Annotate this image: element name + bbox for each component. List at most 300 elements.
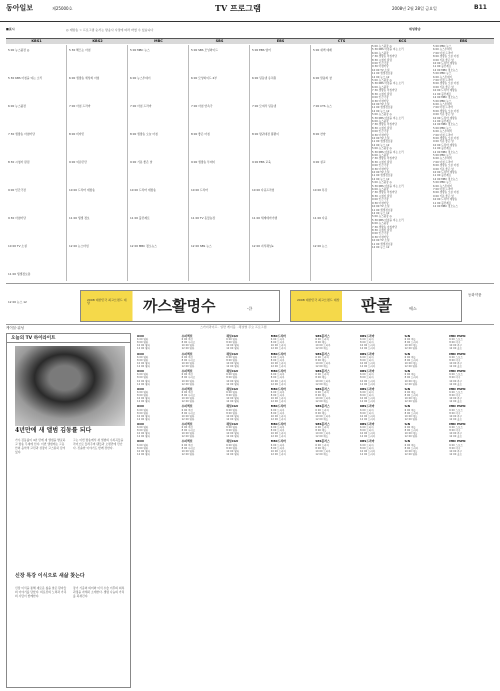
feature-article	[6, 333, 131, 688]
program-slot: 6 00 모닝와이드 2부	[191, 76, 217, 80]
cable-channel-name: SBS플러스	[315, 439, 330, 444]
cable-program: 12 00 영화	[226, 365, 239, 369]
cable-program: 10 00 드라마	[315, 397, 331, 401]
cable-program: 10 00 드라마	[315, 414, 331, 418]
cable-program: 6 00 드라마	[270, 408, 285, 412]
program-line: 12 00 뉴스 12	[372, 177, 390, 181]
program-line: 5 00 뉴스광장 ◎	[372, 79, 392, 83]
cable-program: 10 00 영화	[226, 432, 239, 436]
cable-channel-name: 수퍼액션	[181, 386, 193, 391]
program-slot: 8 00 비타민	[69, 132, 85, 136]
cable-program: 6 00 액션	[181, 338, 193, 342]
cable-program: 6 00 액션	[181, 373, 193, 377]
program-line: 11 00 생생정보통	[372, 106, 393, 110]
cable-program: 6 00 예능	[404, 373, 416, 377]
cable-program: 6 00 드라마	[270, 338, 285, 342]
cable-program: 12 00 영화	[181, 365, 195, 369]
cable-program: 6 00 드라마	[360, 443, 374, 447]
cable-program: 6 00 드라마	[360, 390, 374, 394]
cable-program: 8 00 드라마	[360, 376, 374, 380]
cable-program: 10 00 영화	[226, 361, 239, 365]
program-slot: 12 00 뉴스 12	[8, 300, 27, 304]
cable-program: 10 00 드라마	[270, 361, 286, 365]
cable-channel-name: MBC ESPN	[449, 404, 466, 409]
program-line: 7 30 생방송 아침마당	[372, 191, 397, 195]
cable-program: 12 00 영화	[404, 435, 418, 439]
cable-program: 8 00 드라마	[404, 446, 419, 450]
cable-program: 8 00 드라마	[404, 358, 419, 362]
cable-program: 6 00 드라마	[270, 426, 285, 430]
program-line: 11 00 불만제로	[433, 147, 452, 151]
cable-program: 12 00 드라마	[360, 435, 376, 439]
program-slot: 9 30 아침마당	[8, 216, 26, 220]
ad-brand: 까스활명수	[143, 297, 216, 315]
program-line: 9 30 아침마당	[372, 99, 389, 103]
cable-program: 8 00 드라마	[404, 341, 419, 345]
cable-program: 6 00 드라마	[315, 408, 329, 412]
program-line: 9 30 아침마당	[372, 167, 389, 171]
cable-program: 8 00 시리즈	[181, 358, 196, 362]
cable-program: 12 00 예능	[315, 400, 329, 404]
feature-headline: 4년만에 새 앨범 김동률 되다	[15, 427, 92, 434]
cable-program: 8 00 드라마	[270, 358, 285, 362]
cable-program: 10 00 영화	[137, 379, 150, 383]
program-line: 6 00 뉴스투데이	[433, 102, 453, 106]
program-line: 7 30 생방송 아침마당	[372, 157, 397, 161]
newspaper-logo: 동아일보	[6, 3, 34, 12]
cable-channel-name: KBS드라마	[360, 369, 375, 374]
program-slot: 11 00 생생 정보	[69, 216, 90, 220]
cable-program: 8 00 예능	[315, 429, 327, 433]
cable-program: 12 00 드라마	[270, 365, 286, 369]
cable-channel-name: 수퍼액션	[181, 351, 193, 356]
cable-program: 8 00 영화	[137, 358, 149, 362]
program-line: 8 30 시청자 칼럼	[372, 126, 392, 130]
cable-program: 8 00 영화	[137, 376, 149, 380]
program-slot: 12 00 SBS 뉴스	[191, 244, 212, 248]
program-line: 5 00 MBC 뉴스	[433, 45, 452, 48]
cable-program: 12 00 예능	[315, 382, 329, 386]
cable-program: 12 00 드라마	[360, 417, 376, 421]
program-line: 10 00 드라마 재방송	[433, 143, 458, 147]
program-slot: 7 00 아침 드라마	[69, 104, 91, 108]
cable-channel-name: MBC드라마	[270, 334, 286, 338]
program-line: 7 00 아침 드라마	[433, 106, 453, 110]
legend-label: ■표시	[6, 27, 15, 31]
program-line: 6 00 뉴스투데이	[433, 157, 453, 161]
cable-channel-name: MBC ESPN	[449, 386, 466, 391]
schedule-column-ebs-sat	[433, 45, 494, 281]
cable-program: 12 00 영화	[404, 347, 418, 351]
program-line: 9 30 아침마당	[372, 133, 389, 137]
cable-channel-column	[405, 333, 449, 688]
program-line: 9 00 기분 좋은 날	[433, 85, 454, 89]
program-slot: 7 00 모여라 딩동댕	[252, 104, 277, 108]
cable-program: 6 00 드라마	[315, 373, 329, 377]
program-line: 10 00 TV 소설	[372, 68, 390, 72]
cable-channel-name: OCN	[137, 439, 144, 444]
program-slot: 10 00 특강	[313, 188, 328, 192]
cable-program: 10 00 축구	[449, 414, 462, 418]
program-line: 11 00 불만제로	[433, 174, 452, 178]
cable-program: 10 00 드라마	[270, 397, 286, 401]
program-slot: 6 00 뉴스투데이	[130, 76, 151, 80]
cable-program: 6 00 예능	[404, 426, 416, 430]
program-slot: 10 00 드라마 재방송	[130, 188, 156, 192]
cable-program: 12 00 드라마	[270, 347, 286, 351]
program-line: 10 00 TV 소설	[372, 171, 390, 175]
cable-program: 12 00 영화	[137, 452, 150, 456]
cable-program: 6 00 드라마	[315, 390, 329, 394]
cable-program: 12 00 드라마	[360, 347, 376, 351]
program-line: 12 00 뉴스 12	[372, 109, 390, 113]
cable-program: 8 00 드라마	[404, 429, 419, 433]
program-line: 6 00 뉴스광장	[372, 119, 389, 123]
cable-program: 10 00 드라마	[360, 432, 376, 436]
cable-program: 8 00 드라마	[404, 411, 419, 415]
feature-body: 그는 이번 방송에서 새 앨범의 수록곡들을 라이브로 들려주며 팬들과 오랜만에 만난다. 진솔한 이야기도 함께 전한다.	[73, 438, 124, 451]
program-slot: 11 00 세계테마기행	[252, 216, 278, 220]
cable-program: 6 00 스포츠	[449, 355, 463, 359]
cable-channel-name: 수퍼액션	[181, 421, 193, 426]
schedule-column-sbs	[189, 45, 250, 281]
program-slot: 9 00 여유만만	[69, 160, 87, 164]
cable-program: 8 00 드라마	[270, 394, 285, 398]
program-slot: 8 00 좋은 아침	[191, 132, 210, 136]
cable-program: 8 00 예능	[315, 446, 327, 450]
cable-channel-name: MBC ESPN	[449, 369, 466, 374]
cable-program: 8 00 시리즈	[181, 394, 196, 398]
legend-bar	[6, 28, 494, 36]
schedule-column-kbs2	[67, 45, 128, 281]
cable-program: 10 00 예능	[404, 361, 418, 365]
cable-program: 6 00 예능	[404, 338, 416, 342]
program-line: 8 30 시청자 칼럼	[372, 194, 392, 198]
cable-channel-name: 수퍼액션	[181, 369, 193, 374]
cable-program: 10 00 영화	[226, 449, 239, 453]
program-slot: 11 00 TV 동물농장	[191, 216, 216, 220]
program-line: 12 00 뉴스 12	[372, 211, 390, 215]
cable-program: 12 00 드라마	[270, 417, 286, 421]
channel-header-sbs: SBS	[189, 38, 250, 44]
cable-program: 10 00 예능	[404, 414, 418, 418]
cable-program: 10 00 드라마	[360, 361, 376, 365]
program-line: 6 00 뉴스광장	[372, 188, 389, 192]
cable-program: 10 00 드라마	[270, 344, 286, 348]
cable-program: 6 00 영화	[226, 355, 238, 359]
cable-program: 8 00 영화	[226, 429, 238, 433]
channel-header-ebs: EBS	[250, 38, 311, 44]
feature-head: 오늘의 TV 하이라이트	[7, 334, 130, 343]
cable-program: 8 00 드라마	[270, 411, 285, 415]
cable-program: 10 00 영화	[137, 344, 150, 348]
cable-program: 10 00 드라마	[270, 414, 286, 418]
ad-banner-2[interactable]	[290, 290, 462, 322]
cable-program: 12 00 예능	[315, 435, 329, 439]
program-slot: 8 00 찬양	[313, 132, 326, 136]
cable-program: 6 00 드라마	[360, 408, 374, 412]
cable-program: 6 00 스포츠	[449, 390, 463, 394]
program-line: 12 00 뉴스 12	[372, 143, 390, 147]
schedule-column-kbs1	[6, 45, 67, 304]
cable-program: 10 00 드라마	[270, 379, 286, 383]
program-line: 9 00 인간극장	[372, 62, 389, 66]
program-slot: 12 00 MBC 정오뉴스	[130, 244, 157, 248]
channel-header-kbs1: KBS1	[6, 38, 67, 44]
program-line: 9 00 인간극장	[372, 232, 389, 236]
cable-program: 6 00 액션	[181, 355, 193, 359]
cable-channel-name: KBS드라마	[360, 421, 375, 426]
cable-program: 10 00 드라마	[360, 397, 376, 401]
cable-program: 12 00 골프	[449, 347, 462, 351]
cable-program: 6 00 예능	[404, 408, 416, 412]
program-line: 12 00 뉴스 12	[372, 75, 390, 79]
cable-program: 12 00 영화	[137, 365, 150, 369]
ad-suffix: 에스	[409, 306, 417, 311]
cable-program: 10 00 드라마	[360, 449, 376, 453]
cable-program: 12 00 영화	[181, 347, 195, 351]
program-line: 11 00 생생정보통	[372, 140, 393, 144]
program-line: 7 00 아침 드라마	[433, 133, 453, 137]
cable-program: 8 00 야구	[449, 358, 461, 362]
program-line: 7 30 생방송 아침마당	[372, 89, 397, 93]
program-slot: 6 00 말씀의 창	[313, 76, 332, 80]
program-line: 10 00 TV 소설	[372, 136, 390, 140]
cable-channel-name: tvN	[404, 439, 411, 444]
ad-badge: 2008 대한민국 최고브랜드 대상	[297, 298, 340, 302]
cable-program: 12 00 영화	[404, 400, 418, 404]
program-slot: 5 30 KBS 아침을 여는 소리	[8, 76, 43, 80]
program-slot: 6 00 생방송 세상의 아침	[69, 76, 100, 80]
cable-program: 12 00 골프	[449, 452, 462, 456]
program-slot: 5 30 해뜨는 아침	[69, 48, 91, 52]
cable-program: 12 00 영화	[181, 452, 195, 456]
program-line: 5 00 MBC 뉴스	[433, 181, 452, 185]
cable-program: 12 00 영화	[404, 382, 418, 386]
cable-program: 10 00 축구	[449, 379, 462, 383]
cable-program: 8 00 드라마	[360, 358, 374, 362]
cable-channel-column	[315, 333, 359, 688]
program-slot: 6 00 뉴스광장	[8, 104, 26, 108]
program-line: 5 00 MBC 뉴스	[433, 154, 452, 157]
cable-program: 6 00 예능	[404, 443, 416, 447]
cable-program: 12 00 영화	[226, 400, 239, 404]
cable-program: 10 00 드라마	[315, 449, 331, 453]
program-slot: 7 00 아침 드라마	[130, 104, 152, 108]
cable-program: 10 00 예능	[404, 397, 418, 401]
cable-program: 6 00 드라마	[360, 355, 374, 359]
program-line: 5 00 뉴스광장 ◎	[372, 215, 392, 219]
cable-program: 10 00 드라마	[360, 379, 376, 383]
program-line: 5 00 뉴스광장 ◎	[372, 181, 392, 185]
cable-channel-name: 채널CGV	[226, 334, 239, 338]
cable-channel-column	[137, 333, 181, 688]
program-line: 12 00 MBC 정오뉴스	[433, 177, 458, 181]
cable-program: 8 00 영화	[137, 341, 149, 345]
program-line: 8 30 시청자 칼럼	[372, 58, 392, 62]
cable-program: 8 00 야구	[449, 394, 461, 398]
cable-program: 6 00 드라마	[315, 426, 329, 430]
cable-channel-name: OCN	[137, 386, 144, 391]
cable-program: 8 00 드라마	[360, 411, 374, 415]
cable-program: 10 00 축구	[449, 344, 462, 348]
cable-channel-name: MBC ESPN	[449, 351, 466, 356]
cable-program: 8 00 영화	[137, 411, 149, 415]
program-line: 8 00 생방송 오늘 아침	[433, 55, 459, 59]
publication-date: 2008년 2월 28일 금요일	[392, 6, 437, 11]
feature-body: 장기 기증의 의미와 이식 수술 이후의 회복 과정을 자세히 소개한다. 생명 나눔의 가치를 되새긴다.	[73, 586, 125, 599]
cable-channel-name: 채널CGV	[226, 421, 239, 426]
cable-program: 10 00 축구	[449, 449, 462, 453]
program-line: 6 00 뉴스투데이	[433, 75, 453, 79]
schedule-column-kcs	[372, 45, 433, 281]
cable-program: 12 00 영화	[226, 435, 239, 439]
cable-program: 10 00 영화	[181, 379, 195, 383]
cable-channel-name: KBS드라마	[360, 439, 375, 444]
program-line: 11 00 생생정보통	[372, 242, 393, 246]
cable-program: 6 00 스포츠	[449, 373, 463, 377]
cable-program: 8 00 드라마	[270, 429, 285, 433]
cable-channel-name: MBC드라마	[270, 369, 286, 374]
program-line: 11 00 생생정보통	[372, 208, 393, 212]
cable-channel-name: OCN	[137, 334, 144, 338]
feature-body: 신장 이식을 통해 새로운 삶을 찾은 환자들의 이야기를 담았다. 의료진의 노력과 가족의 사랑이 함께한다.	[15, 586, 67, 599]
ad-suffix: -큐	[247, 306, 253, 311]
cable-program: 12 00 예능	[315, 347, 329, 351]
cable-program: 12 00 영화	[226, 452, 239, 456]
program-line: 9 00 인간극장	[372, 96, 389, 100]
cable-channel-name: MBC드라마	[270, 386, 286, 391]
cable-program: 10 00 영화	[181, 397, 195, 401]
cable-program: 6 00 스포츠	[449, 408, 463, 412]
cable-channel-name: MBC드라마	[270, 439, 286, 444]
page-number: B11	[474, 4, 487, 11]
cable-program: 10 00 영화	[137, 397, 150, 401]
cable-program: 10 00 드라마	[315, 379, 331, 383]
ad-brand: 판콜	[361, 296, 392, 315]
cable-program: 8 00 영화	[137, 429, 149, 433]
cable-channel-name: tvN	[404, 404, 411, 409]
program-line: 7 30 생방송 아침마당	[372, 55, 397, 59]
cable-program: 8 00 영화	[226, 376, 238, 380]
cable-program: 10 00 영화	[226, 379, 239, 383]
program-line: 10 00 드라마 재방송	[433, 89, 458, 93]
cable-program: 10 00 영화	[181, 432, 195, 436]
cable-program: 10 00 예능	[404, 379, 418, 383]
cable-program: 6 00 예능	[404, 390, 416, 394]
cable-program: 10 00 드라마	[360, 414, 376, 418]
cable-schedule	[137, 333, 494, 688]
advertiser-name: 동화약품	[468, 293, 482, 297]
program-slot: 8 00 방귀대장 뿡뿡이	[252, 132, 279, 136]
cable-program: 6 00 영화	[137, 338, 149, 342]
cable-program: 12 00 드라마	[270, 435, 286, 439]
program-line: 7 00 아침 드라마	[433, 79, 453, 83]
cable-program: 8 00 드라마	[360, 341, 374, 345]
program-line: 5 30 KBS 아침을 여는 소리	[372, 218, 404, 222]
cable-program: 12 00 골프	[449, 382, 462, 386]
cable-program: 8 00 영화	[226, 411, 238, 415]
program-slot: 6 00 딩동댕 유치원	[252, 76, 277, 80]
cable-program: 6 00 스포츠	[449, 426, 463, 430]
program-line: 12 00 MBC 정오뉴스	[433, 96, 458, 100]
program-line: 11 00 생생정보통	[372, 174, 393, 178]
cable-program: 12 00 영화	[181, 435, 195, 439]
cable-channel-name: MBC ESPN	[449, 421, 466, 426]
cable-program: 6 00 드라마	[270, 373, 285, 377]
cable-program: 8 00 영화	[137, 446, 149, 450]
legend-text: ◎ 재방송 ☆ 프로그램 순서는 방송사 사정에 따라 바뀔 수 있습니다	[66, 28, 154, 32]
cable-program: 12 00 영화	[181, 400, 195, 404]
cable-program: 8 00 드라마	[270, 446, 285, 450]
program-slot: 5 00 MBC 뉴스	[130, 48, 150, 52]
program-slot: 9 00 생방송 투데이	[191, 160, 216, 164]
cable-program: 12 00 영화	[181, 417, 195, 421]
cable-program: 6 00 액션	[181, 426, 193, 430]
program-line: 10 00 드라마 재방송	[433, 62, 458, 66]
channel-header-ebs-sat: EBS	[433, 38, 494, 44]
cable-program: 12 00 영화	[404, 452, 418, 456]
program-line: 9 00 기분 좋은 날	[433, 113, 454, 117]
program-line: 5 30 KBS 아침을 여는 소리	[372, 82, 404, 86]
cable-program: 12 00 예능	[315, 417, 329, 421]
program-line: 9 00 기분 좋은 날	[433, 167, 454, 171]
cable-program: 8 00 야구	[449, 429, 461, 433]
program-line: 9 00 인간극장	[372, 164, 389, 168]
program-line: 10 00 드라마 재방송	[433, 198, 458, 202]
cable-channel-name: OCN	[137, 351, 144, 356]
ad-banner-1[interactable]	[80, 290, 280, 322]
program-line: 7 00 아침 드라마	[433, 188, 453, 192]
cable-channel-column	[271, 333, 315, 688]
lower-section-label: 케이블·위성	[6, 326, 25, 330]
cable-channel-name: MBC ESPN	[449, 439, 466, 444]
schedule-column-mbc	[128, 45, 189, 281]
cable-program: 6 00 스포츠	[449, 338, 463, 342]
cable-program: 12 00 드라마	[270, 400, 286, 404]
program-line: 6 00 뉴스광장	[372, 222, 389, 226]
cable-program: 8 00 시리즈	[181, 376, 196, 380]
cable-program: 6 00 영화	[137, 408, 149, 412]
cable-program: 10 00 영화	[226, 344, 239, 348]
program-line: 6 00 뉴스광장	[372, 85, 389, 89]
cable-program: 8 00 시리즈	[181, 411, 196, 415]
cable-program: 10 00 드라마	[315, 344, 331, 348]
cable-program: 8 00 영화	[226, 394, 238, 398]
cable-program: 12 00 영화	[137, 400, 150, 404]
cable-program: 10 00 드라마	[360, 344, 376, 348]
cable-program: 10 00 영화	[226, 414, 239, 418]
cable-program: 8 00 영화	[226, 446, 238, 450]
program-line: 12 00 MBC 정오뉴스	[433, 68, 458, 72]
cable-channel-name: SBS플러스	[315, 421, 330, 426]
program-slot: 7 00 아침 연속극	[191, 104, 213, 108]
cable-program: 8 00 시리즈	[181, 446, 196, 450]
program-line: 10 00 TV 소설	[372, 239, 390, 243]
program-line: 8 00 생방송 오늘 아침	[433, 164, 459, 168]
cable-program: 6 00 영화	[226, 373, 238, 377]
program-line: 5 00 MBC 뉴스	[433, 126, 452, 130]
cable-program: 8 00 영화	[226, 341, 238, 345]
cable-channel-name: OCN	[137, 369, 144, 374]
cable-program: 10 00 드라마	[270, 449, 286, 453]
feature-headline-2: 신장 특강 이식으로 새삶 찾는다	[15, 573, 85, 579]
cable-program: 10 00 영화	[137, 414, 150, 418]
cable-program: 12 00 영화	[137, 435, 150, 439]
cable-program: 10 00 영화	[181, 414, 195, 418]
program-line: 5 30 KBS 아침을 여는 소리	[372, 184, 404, 188]
cable-program: 10 00 영화	[137, 432, 150, 436]
